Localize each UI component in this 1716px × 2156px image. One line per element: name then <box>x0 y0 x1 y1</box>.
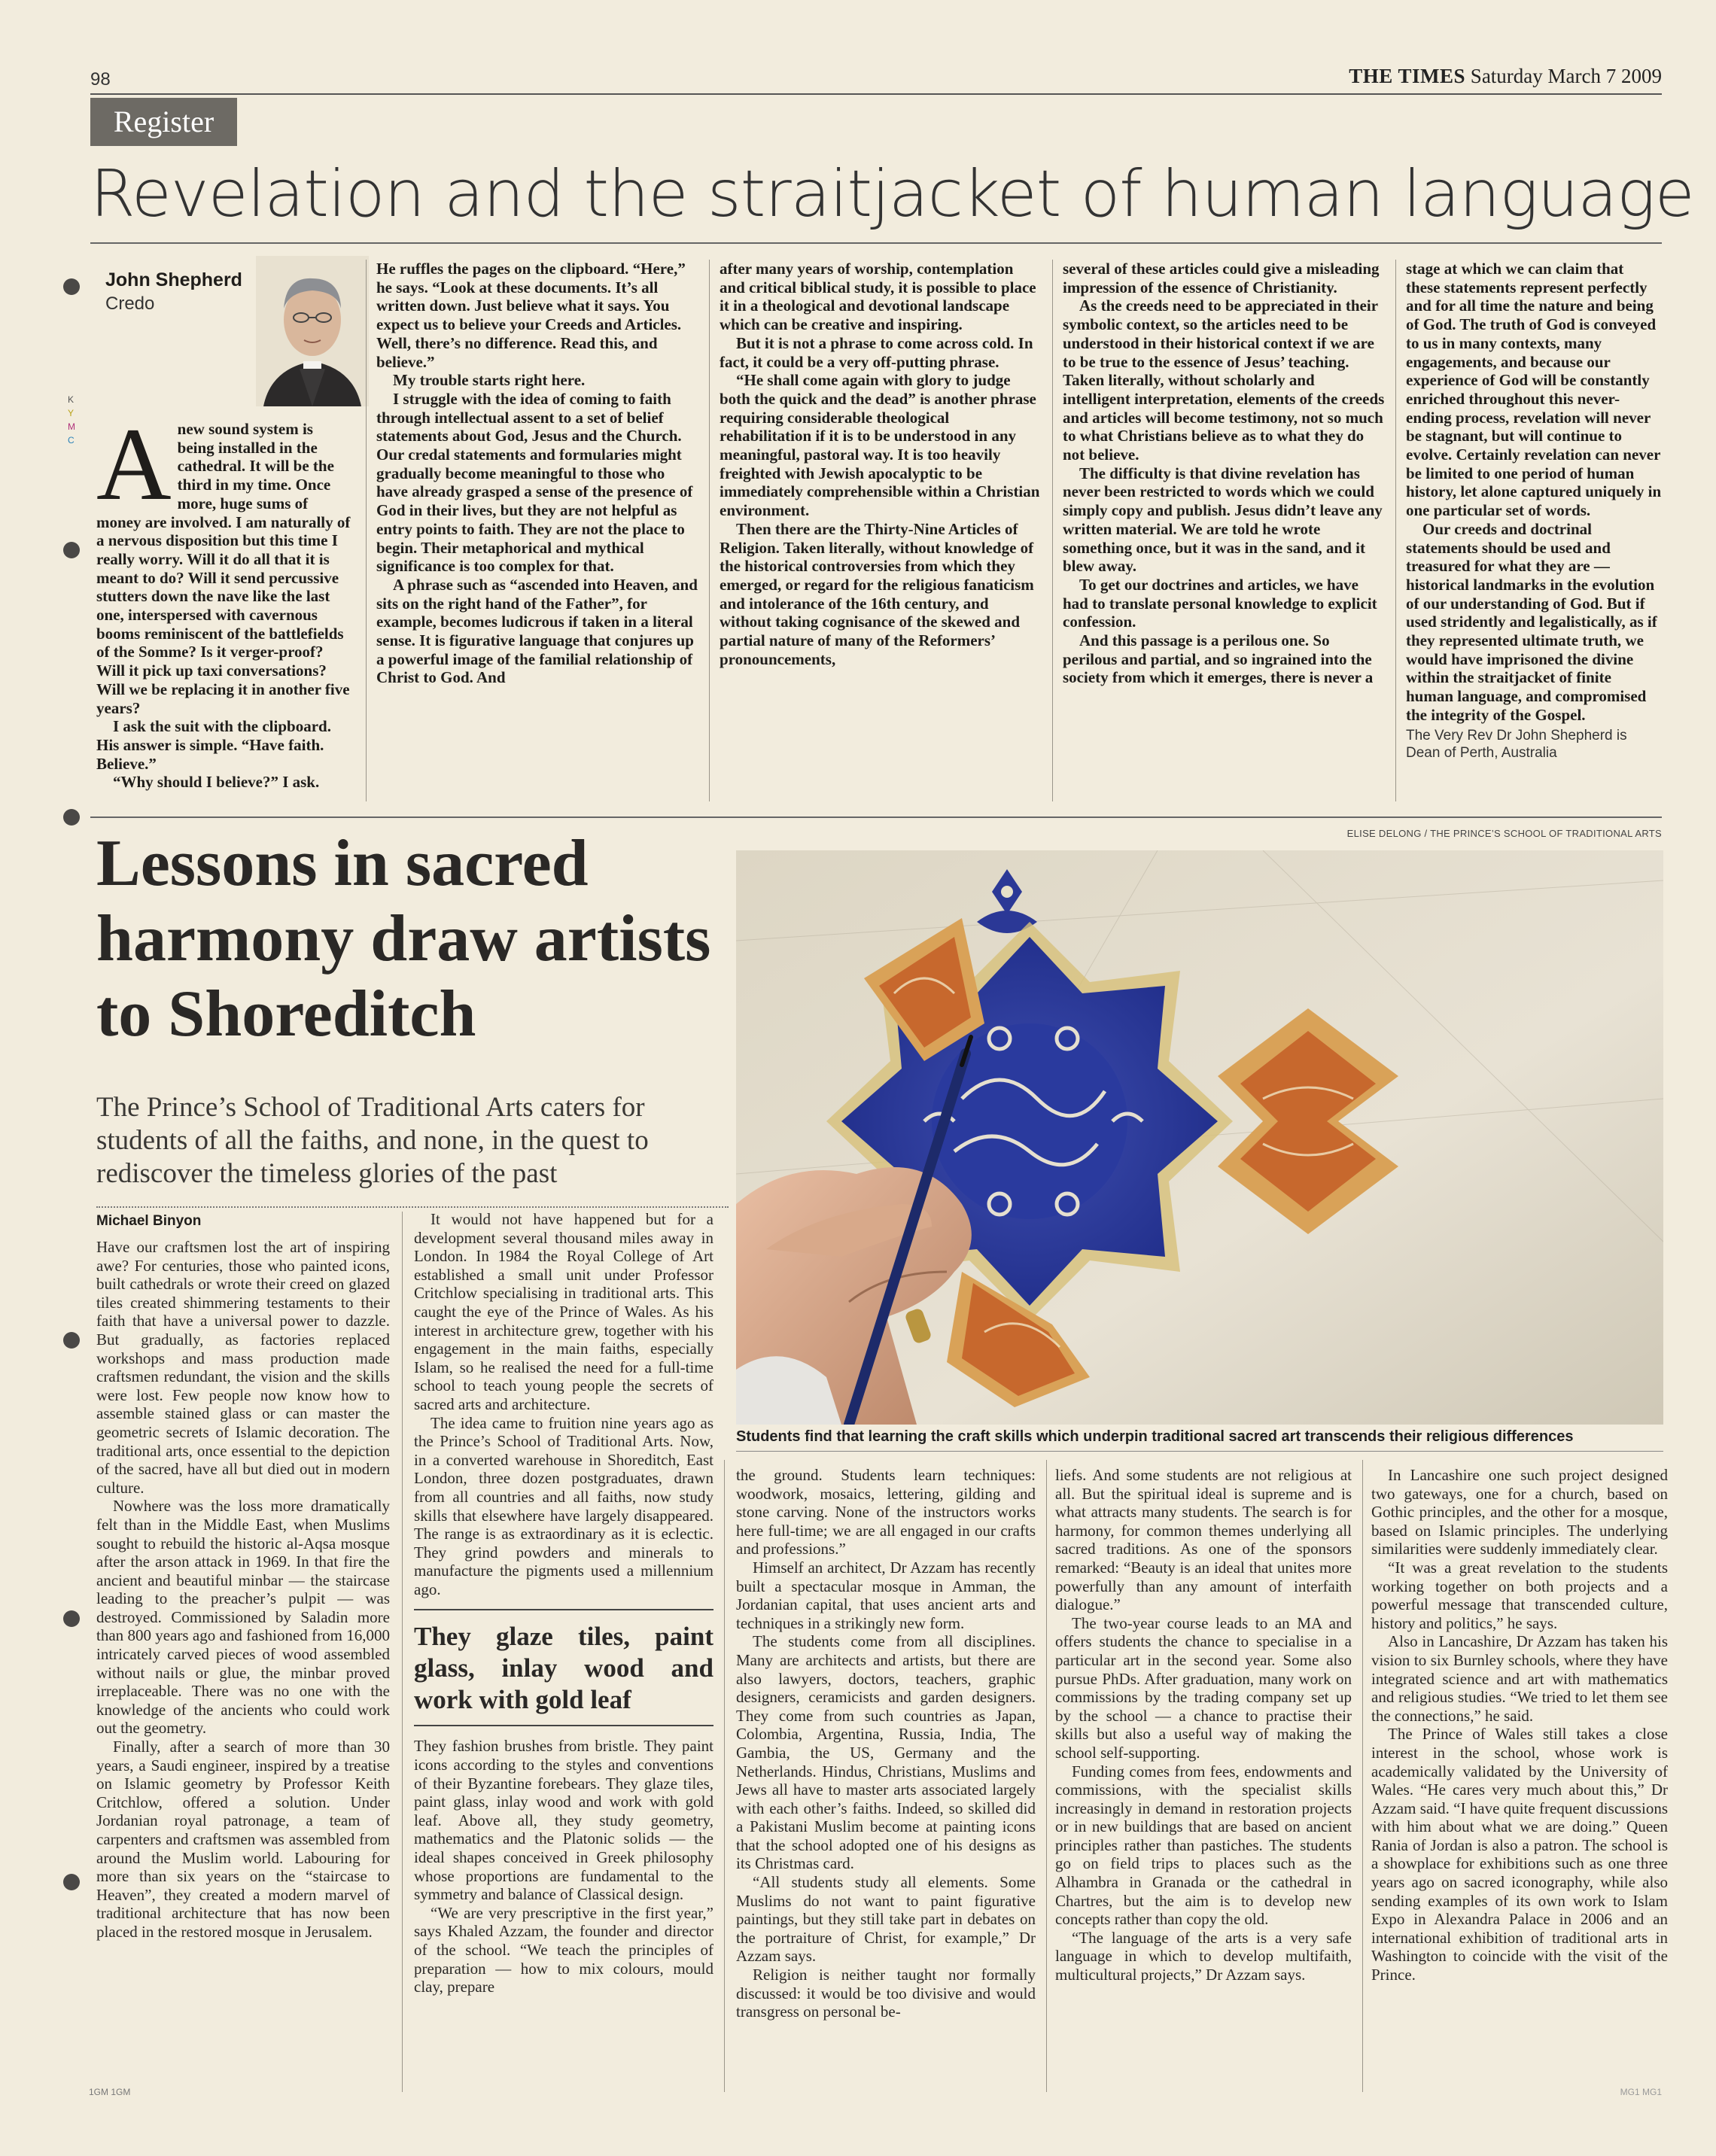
feature-column-1 <box>96 1238 390 1942</box>
paragraph: My trouble starts right here. <box>393 371 586 390</box>
paragraph: I struggle with the idea of coming to faith through intellectual assent to a set of belief statements about God, Jesus and the Church. Our credal statements and formularies might gradually become meaningful to those who have already grasped a sense of the presence of God in their lives, but they are not helpful as entry points to faith. They are not the place to begin. Their metaphorical and mythical significance is too complex for that. <box>376 389 693 576</box>
page-number: 98 <box>90 69 111 90</box>
crosshead-rule <box>414 1609 713 1610</box>
paragraph: To get our doctrines and articles, we have had to translate personal knowledge to explicit confession. <box>1063 575 1377 631</box>
feature-column-4 <box>1055 1466 1352 1984</box>
column-rule <box>1052 260 1053 801</box>
paragraph: “The language of the arts is a very safe language in which to develop multifaith, multicultural projects,” Dr Azzam says. <box>1055 1928 1352 1984</box>
credo-column-3 <box>720 260 1042 668</box>
cmyk-y: Y <box>68 408 75 418</box>
cmyk-c: C <box>68 435 75 445</box>
paragraph: The students come from all disciplines. Many are architects and artists, but there are also lawyers, doctors, teachers, graphic designers, ceramicists and garden designers. They come from such countries as Japan, Colombia, Argentina, Russia, India, The Gambia, the US, Germany and the Netherlands. Hindus, Christians, Muslims and Jews all have to master arts associated largely with each other’s faiths. Indeed, so skilled did a Pakistani Muslim become at painting icons that the school adopted one of his designs as its Christmas card. <box>736 1632 1036 1873</box>
paragraph: “All students study all elements. Some Muslims do not want to paint figurative paintings, but they still take part in debates on the portraiture of Christ, for example,” Dr Azzam says. <box>736 1873 1036 1966</box>
paragraph: Himself an architect, Dr Azzam has recently built a spectacular mosque in Amman, the Jordanian capital, that uses ancient arts and techniques in a strikingly new form. <box>736 1558 1036 1632</box>
paragraph: It would not have happened but for a development several thousand miles away in London. In 1984 the Royal College of Art established a small unit under Professor Critchlow specialising in traditional arts. This caught the eye of the Prince of Wales. As his interest in architecture grew, together with his engagement in the main faiths, especially Islam, so he realised the need for a full-time school to teach young people the secrets of sacred arts and architecture. <box>414 1210 713 1413</box>
cmyk-m: M <box>68 421 75 432</box>
column-rule <box>402 1212 403 2092</box>
paragraph: They fashion brushes from bristle. They paint icons according to the styles and conventions of their Byzantine forebears. They glaze tiles, paint glass, inlay wood and work with gold leaf. Above all, they study geometry, mathematics and the Platonic solids — the ideal shapes conceived in Greek philosophy whose proportions are fundamental to the symmetry and balance of Classical design. <box>414 1737 713 1904</box>
paragraph: “We are very prescriptive in the first year,” says Khaled Azzam, the founder and director of the school. “We teach the principles of preparation — how to mix colours, mould clay, prepare <box>414 1903 713 1996</box>
author-signoff: The Very Rev Dr John Shepherd is Dean of Perth, Australia <box>1406 727 1627 761</box>
credo-column-1 <box>96 406 352 792</box>
masthead <box>1349 65 1662 88</box>
paragraph: In Lancashire one such project designed two gateways, one for a church, based on Gothic principles, and the other for a mosque, based on Islamic principles. The underlying similarities were suddenly immediately clear. <box>1371 1466 1668 1558</box>
islamic-tile-painting-photo-icon <box>736 850 1663 1425</box>
paragraph: As the creeds need to be appreciated in their symbolic context, so the articles need to be understood in their historical context if we are to be true to the essence of Jesus’ teaching. Taken literally, without scholarly and intelligent interpretation, elements of the creeds and articles will become testimony, not so much to what Christians believe as to what they do not believe. <box>1063 296 1385 464</box>
column-rule <box>1362 1460 1363 2092</box>
paragraph: The Prince of Wales still takes a close interest in the school, whose work is academically validated by the University of Wales. “He cares very much about this,” Dr Azzam said. “I have quite frequent discussions with him about what we are doing.” Queen Rania of Jordan is also a patron. The school is a showplace for exhibitions such as one three years ago on sacred iconography, while also sending examples of its own work to Islam Expo in Alexandra Palace in 2006 and an international exhibition of traditional arts in Washington to coincide with the visit of the Prince. <box>1371 1725 1668 1984</box>
paragraph: The idea came to fruition nine years ago as the Prince’s School of Traditional Arts. Now, in a converted warehouse in Shoreditch, East London, three dozen postgraduates, drawn from all countries and all faiths, now study skills that elsewhere have largely disappeared. The range is as extraordinary as it is eclectic. They grind powders and minerals to manufacture the pigments used a millennium ago. <box>414 1413 713 1598</box>
credo-column-5 <box>1406 260 1662 762</box>
column-rule <box>1046 1460 1047 2092</box>
paragraph: stage at which we can claim that these statements represent perfectly and for all time the nature and being of God. The truth of God is conveyed to us in many contexts, many engagements, and because our experience of God will be constantly enriched throughout this never-ending process, revelation will never be stagnant, but will continue to evolve. Certainly revelation can never be limited to one period of human history, let alone captured uniquely in one particular set of words. <box>1406 260 1662 520</box>
paragraph: Religion is neither taught nor formally discussed: it would be too divisive and would transgress on personal be- <box>736 1966 1036 2021</box>
paragraph: Finally, after a search of more than 30 years, a Saudi engineer, inspired by a treatise on Islamic geometry by Professor Keith Critchlow, offered a solution. Under Jordanian royal patronage, a team of carpenters and craftsmen was assembled from around the Muslim world. Labouring for more than six years on the “staircase to Heaven”, they created a modern marvel of traditional architecture that has now been placed in the restored mosque in Jerusalem. <box>96 1738 390 1941</box>
column-rule <box>1395 260 1396 801</box>
paragraph: several of these articles could give a misleading impression of the essence of Christianity. <box>1063 260 1380 296</box>
caption-rule <box>736 1451 1663 1452</box>
photo-caption: Students find that learning the craft skills which underpin traditional sacred art transcends their religious differences <box>736 1428 1574 1445</box>
column-rule <box>366 260 367 801</box>
byline-rule <box>96 1206 729 1208</box>
paragraph: new sound system is being installed in the cathedral. It will be the third in my time. Once more, huge sums of money are involved. I am naturally of a nervous disposition but this time I really worry. Will it do all that it is meant to do? Will it send percussive stutters down the nave like the last one, interspersed with cavernous booms reminiscent of the battlefields of the Somme? Is it verger-proof? Will it pick up taxi conversations? Will we be replacing it in another five years? <box>96 420 351 717</box>
crosshead-rule <box>414 1725 713 1726</box>
credo-column-4 <box>1063 260 1385 687</box>
paragraph: liefs. And some students are not religious at all. But the spiritual ideal is supreme and is what attracts many students. The search is for harmony, for common themes underlying all sacred traditions. As one of the sponsors remarked: “Beauty is an ideal that unites more powerfully than any amount of interfaith dialogue.” <box>1055 1466 1352 1614</box>
section-rule <box>90 816 1662 818</box>
column-rule <box>724 1460 725 2092</box>
headline-rule <box>90 242 1662 244</box>
registration-dot <box>63 278 80 295</box>
paragraph: But it is not a phrase to come across cold. In fact, it could be a very off-putting phrase. <box>720 333 1033 371</box>
feature-column-3 <box>736 1466 1036 2021</box>
paragraph: “Why should I believe?” I ask. <box>113 773 320 792</box>
feature-column-2 <box>414 1210 713 1996</box>
registration-dot <box>63 809 80 826</box>
paragraph: Nowhere was the loss more dramatically felt than in the Middle East, when Muslims sought to rebuild the historic al-Aqsa mosque after the arson attack in 1969. In that fire the ancient and beautiful minbar — the staircase leading to the preacher’s pulpit — was destroyed. Commissioned by Saladin more than 800 years ago and fashioned from 16,000 intricately carved pieces of wood assembled without nails or glue, the minbar proved irreplaceable. There was no one with the knowledge of the ancients who could work out the geometry. <box>96 1497 390 1738</box>
masthead-title: THE TIMES <box>1349 65 1466 87</box>
paragraph: A phrase such as “ascended into Heaven, and sits on the right hand of the Father”, for example, becomes ludicrous if taken in a literal sense. It is figurative language that conjures up a powerful image of the familial relationship of Christ to God. And <box>376 575 698 687</box>
paragraph: He ruffles the pages on the clipboard. “Here,” he says. “Look at these documents. It’s all written down. Just believe what it says. You expect us to believe your Creeds and Articles. Well, there’s no difference. Read this, and believe.” <box>376 260 686 371</box>
paragraph: Then there are the Thirty-Nine Articles of Religion. Taken literally, without knowledge of the historical controversies from which they emerged, or regard for the religious fanaticism and intolerance of the 16th century, and without taking cognisance of the skewed and partial nature of many of the Reformers’ pronouncements, <box>720 519 1034 668</box>
feature-author: Michael Binyon <box>96 1213 202 1229</box>
cmyk-k: K <box>68 394 75 405</box>
paragraph: And this passage is a perilous one. So perilous and partial, and so ingrained into the society from which it emerges, there is never a <box>1063 631 1374 687</box>
drop-cap: A <box>96 406 172 522</box>
credo-headline: Revelation and the straitjacket of human language <box>90 157 1694 232</box>
paragraph: The two-year course leads to an MA and offers students the chance to specialise in a particular art in the second year. Some also pursue PhDs. After graduation, many work on commissions by the trading company set up by the school — a chance to practise their skills but also a useful way of making the school self-supporting. <box>1055 1613 1352 1762</box>
masthead-date: Saturday March 7 2009 <box>1470 65 1662 87</box>
crosshead: They glaze tiles, paint glass, inlay wood and work with gold leaf <box>414 1622 713 1715</box>
paragraph: “He shall come again with glory to judge both the quick and the dead” is another phrase requiring considerable theological rehabilitation if it is to be understood in any meaningful, pastoral way. It is too heavily freighted with Jewish apocalyptic to be immediately comprehensible within a Christian environment. <box>720 371 1040 520</box>
author-portrait-icon <box>256 256 369 406</box>
paragraph: after many years of worship, contemplation and critical biblical study, it is possible to place it in a theological and devotional landscape which can be creative and inspiring. <box>720 260 1036 334</box>
feature-headline: Lessons in sacred harmony draw artists to Shoreditch <box>96 827 711 1051</box>
footer-mark-right: MG1 MG1 <box>1620 2087 1662 2097</box>
paragraph: Our creeds and doctrinal statements should be used and treasured for what they are — historical landmarks in the evolution of our understanding of God. But if used stridently and legalistically, as if they represented ultimate truth, we would have imprisoned the divine within the straitjacket of finite human language, and compromised the integrity of the Gospel. <box>1406 519 1657 724</box>
paragraph: I ask the suit with the clipboard. His answer is simple. “Have faith. Believe.” <box>96 717 331 773</box>
paragraph: Have our craftsmen lost the art of inspiring awe? For centuries, those who painted icons, built cathedrals or wrote their creed on glazed tiles created shimmering testaments to their faith that have a universal power to dazzle. But gradually, as factories replaced workshops and mass production made craftsmen redundant, the vision and the skills were lost. Few people now know how to assemble stained glass or can master the geometric secrets of Islamic decoration. The traditional arts, once essential to the depiction of the sacred, have all but died out in modern culture. <box>96 1238 390 1497</box>
paragraph: the ground. Students learn techniques: woodwork, mosaics, lettering, gilding and stone carving. None of the instructors works here full-time; we are all engaged in our crafts and professions.” <box>736 1466 1036 1558</box>
paragraph: “It was a great revelation to the students working together on both projects and a powerful message that transcended culture, history and politics,” he says. <box>1371 1558 1668 1632</box>
paragraph: Also in Lancashire, Dr Azzam has taken his vision to six Burnley schools, where they have integrated science and art with mathematics and religious studies. “We tried to let them see the connections,” he said. <box>1371 1632 1668 1725</box>
feature-standfirst: The Prince’s School of Traditional Arts caters for students of all the faiths, and none, in the quest to rediscover the timeless glories of the past <box>96 1092 649 1189</box>
photo-credit: ELISE DELONG / THE PRINCE’S SCHOOL OF TRADITIONAL ARTS <box>1346 828 1662 839</box>
top-rule <box>90 93 1662 95</box>
registration-dot <box>63 542 80 558</box>
registration-dot <box>63 1332 80 1349</box>
paragraph: Funding comes from fees, endowments and commissions, with the specialist skills increasingly in demand in restoration projects or in new buildings that are based on ancient principles rather than pastiches. The students go on field trips to places such as the Alhambra in Granada or the cathedral in Chartres, but the aim is to develop new concepts rather than copy the old. <box>1055 1762 1352 1929</box>
feature-column-5 <box>1371 1466 1668 1984</box>
credo-column-2 <box>376 260 698 687</box>
column-rule <box>709 260 710 801</box>
footer-mark: 1GM 1GM <box>89 2087 131 2097</box>
cmyk-marks <box>68 393 75 447</box>
registration-dot <box>63 1610 80 1627</box>
credo-column-name: Credo <box>105 293 155 314</box>
paragraph: The difficulty is that divine revelation has never been restricted to words which we could simply copy and publish. Jesus didn’t leave any written material. We are told he wrote something once, but it was in the sand, and it blew away. <box>1063 464 1383 576</box>
registration-dot <box>63 1874 80 1890</box>
credo-author: John Shepherd <box>105 269 242 290</box>
section-label: Register <box>90 98 237 146</box>
